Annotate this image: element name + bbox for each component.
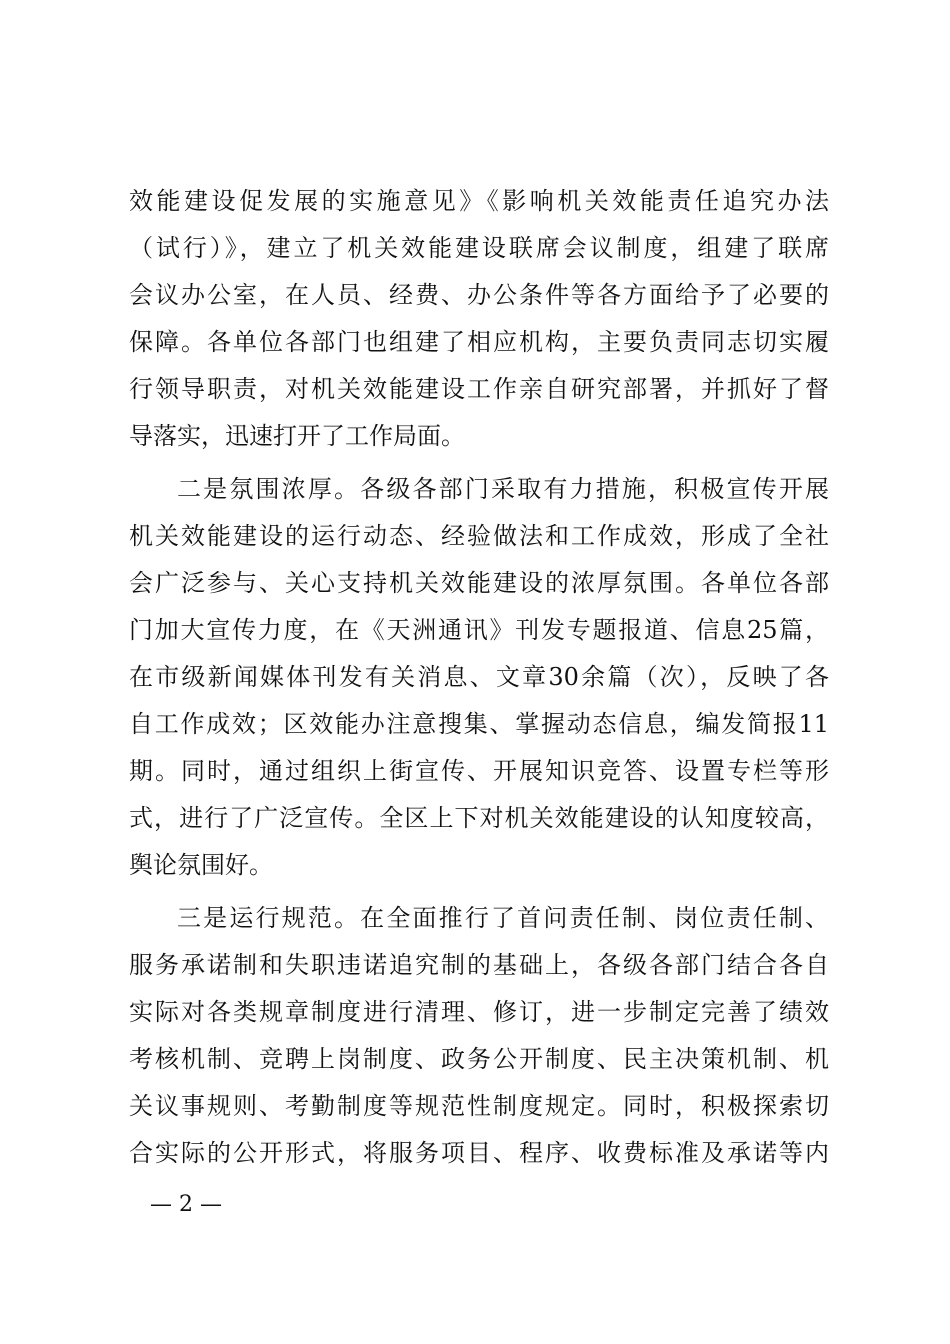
text-line: 行领导职责，对机关效能建设工作亲自研究部署，并抓好了督 [129, 375, 829, 403]
text-line: 考核机制、竞聘上岗制度、政务公开制度、民主决策机制、机 [129, 1045, 829, 1073]
paragraph-continuation [129, 178, 829, 460]
text-line: 自工作成效；区效能办注意搜集、掌握动态信息，编发简报11 [129, 710, 829, 738]
text-line: 导落实，迅速打开了工作局面。 [129, 422, 465, 450]
body-text [129, 178, 829, 1177]
text-line: 会广泛参与、关心支持机关效能建设的浓厚氛围。各单位各部 [129, 569, 829, 597]
text-line: 实际对各类规章制度进行清理、修订，进一步制定完善了绩效 [129, 998, 829, 1026]
text-line: 三是运行规范。在全面推行了首问责任制、岗位责任制、 [177, 904, 829, 932]
paragraph-standard [129, 895, 829, 1177]
text-line: 保障。各单位各部门也组建了相应机构，主要负责同志切实履 [129, 328, 829, 356]
text-line: 合实际的公开形式，将服务项目、程序、收费标准及承诺等内 [129, 1139, 829, 1167]
text-line: 门加大宣传力度，在《天洲通讯》刊发专题报道、信息25篇， [129, 616, 829, 644]
text-line: 二是氛围浓厚。各级各部门采取有力措施，积极宣传开展 [177, 475, 829, 503]
text-line: 机关效能建设的运行动态、经验做法和工作成效，形成了全社 [129, 522, 829, 550]
text-line: 式，进行了广泛宣传。全区上下对机关效能建设的认知度较高， [129, 804, 829, 832]
text-line: 舆论氛围好。 [129, 851, 273, 879]
text-line: （试行）》，建立了机关效能建设联席会议制度，组建了联席 [129, 234, 829, 262]
paragraph-atmosphere [129, 466, 829, 889]
page-number: — 2 — [150, 1192, 222, 1217]
text-line: 服务承诺制和失职违诺追究制的基础上，各级各部门结合各自 [129, 951, 829, 979]
text-line: 期。同时，通过组织上街宣传、开展知识竞答、设置专栏等形 [129, 757, 829, 785]
text-line: 在市级新闻媒体刊发有关消息、文章30余篇（次），反映了各 [129, 663, 829, 691]
text-line: 效能建设促发展的实施意见》《影响机关效能责任追究办法 [129, 187, 829, 215]
text-line: 会议办公室，在人员、经费、办公条件等各方面给予了必要的 [129, 281, 829, 309]
text-line: 关议事规则、考勤制度等规范性制度规定。同时，积极探索切 [129, 1092, 829, 1120]
